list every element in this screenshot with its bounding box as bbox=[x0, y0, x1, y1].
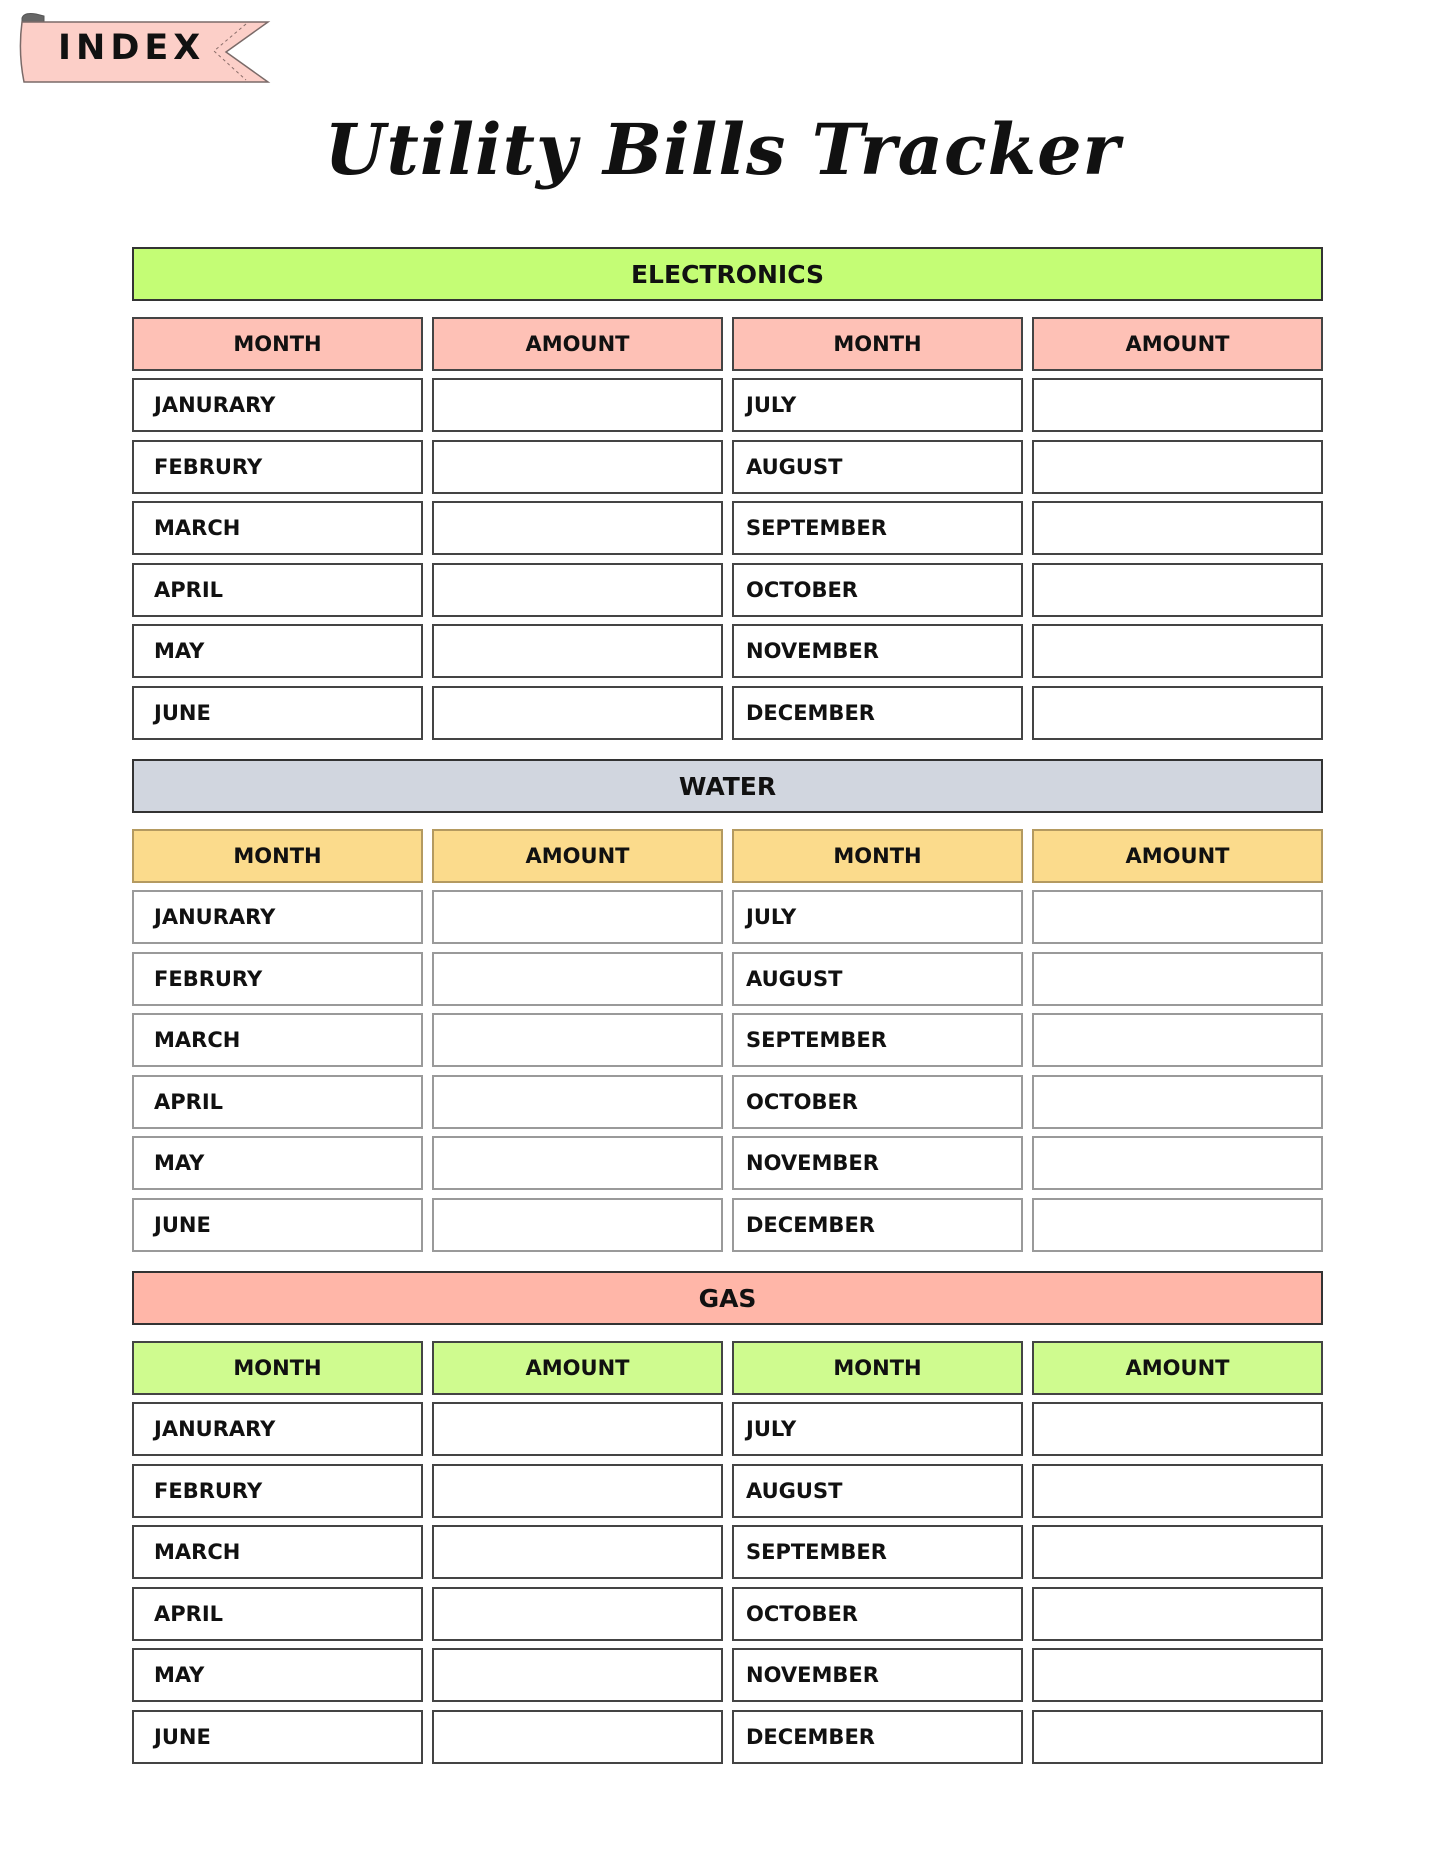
month-label: OCTOBER bbox=[732, 1075, 1023, 1129]
amount-input[interactable] bbox=[432, 1402, 723, 1456]
amount-input[interactable] bbox=[1032, 1587, 1323, 1641]
column-header-amount: AMOUNT bbox=[432, 829, 723, 883]
amount-input[interactable] bbox=[432, 1648, 723, 1702]
month-label: NOVEMBER bbox=[732, 1136, 1023, 1190]
month-label: MARCH bbox=[132, 1013, 423, 1067]
page-title: Utility Bills Tracker bbox=[324, 108, 1121, 191]
amount-input[interactable] bbox=[1032, 1525, 1323, 1579]
month-label: JUNE bbox=[132, 1710, 423, 1764]
month-label: SEPTEMBER bbox=[732, 501, 1023, 555]
month-label: MAY bbox=[132, 1136, 423, 1190]
month-label: MARCH bbox=[132, 501, 423, 555]
amount-input[interactable] bbox=[1032, 1136, 1323, 1190]
category-title-bar: ELECTRONICS bbox=[132, 247, 1323, 301]
column-header-month: MONTH bbox=[732, 1341, 1023, 1395]
category-title-bar: GAS bbox=[132, 1271, 1323, 1325]
amount-input[interactable] bbox=[1032, 1402, 1323, 1456]
month-label: APRIL bbox=[132, 563, 423, 617]
month-label: OCTOBER bbox=[732, 563, 1023, 617]
amount-input[interactable] bbox=[432, 686, 723, 740]
amount-input[interactable] bbox=[1032, 440, 1323, 494]
month-label: SEPTEMBER bbox=[732, 1525, 1023, 1579]
amount-input[interactable] bbox=[1032, 1013, 1323, 1067]
month-label: DECEMBER bbox=[732, 686, 1023, 740]
amount-input[interactable] bbox=[1032, 563, 1323, 617]
month-label: APRIL bbox=[132, 1587, 423, 1641]
month-label: AUGUST bbox=[732, 440, 1023, 494]
amount-input[interactable] bbox=[1032, 1075, 1323, 1129]
amount-input[interactable] bbox=[1032, 1710, 1323, 1764]
index-tab-label: INDEX bbox=[58, 28, 206, 68]
amount-input[interactable] bbox=[432, 440, 723, 494]
amount-input[interactable] bbox=[1032, 686, 1323, 740]
month-label: NOVEMBER bbox=[732, 1648, 1023, 1702]
month-label: OCTOBER bbox=[732, 1587, 1023, 1641]
amount-input[interactable] bbox=[1032, 890, 1323, 944]
month-label: JANURARY bbox=[132, 378, 423, 432]
amount-input[interactable] bbox=[432, 1464, 723, 1518]
amount-input[interactable] bbox=[1032, 624, 1323, 678]
column-header-amount: AMOUNT bbox=[432, 1341, 723, 1395]
amount-input[interactable] bbox=[432, 1136, 723, 1190]
amount-input[interactable] bbox=[432, 1525, 723, 1579]
month-label: JUNE bbox=[132, 686, 423, 740]
column-header-month: MONTH bbox=[732, 829, 1023, 883]
month-label: MARCH bbox=[132, 1525, 423, 1579]
column-header-amount: AMOUNT bbox=[1032, 1341, 1323, 1395]
column-header-month: MONTH bbox=[732, 317, 1023, 371]
month-label: MAY bbox=[132, 1648, 423, 1702]
amount-input[interactable] bbox=[432, 378, 723, 432]
month-label: FEBRURY bbox=[132, 1464, 423, 1518]
month-label: AUGUST bbox=[732, 952, 1023, 1006]
month-label: DECEMBER bbox=[732, 1198, 1023, 1252]
month-label: FEBRURY bbox=[132, 952, 423, 1006]
amount-input[interactable] bbox=[1032, 501, 1323, 555]
month-label: JULY bbox=[732, 890, 1023, 944]
column-header-month: MONTH bbox=[132, 317, 423, 371]
month-label: JANURARY bbox=[132, 1402, 423, 1456]
amount-input[interactable] bbox=[432, 1075, 723, 1129]
amount-input[interactable] bbox=[1032, 1648, 1323, 1702]
amount-input[interactable] bbox=[432, 952, 723, 1006]
month-label: MAY bbox=[132, 624, 423, 678]
amount-input[interactable] bbox=[432, 624, 723, 678]
amount-input[interactable] bbox=[1032, 1464, 1323, 1518]
category-title-bar: WATER bbox=[132, 759, 1323, 813]
month-label: APRIL bbox=[132, 1075, 423, 1129]
amount-input[interactable] bbox=[1032, 1198, 1323, 1252]
month-label: NOVEMBER bbox=[732, 624, 1023, 678]
amount-input[interactable] bbox=[432, 1710, 723, 1764]
amount-input[interactable] bbox=[432, 1587, 723, 1641]
month-label: AUGUST bbox=[732, 1464, 1023, 1518]
amount-input[interactable] bbox=[432, 563, 723, 617]
month-label: JANURARY bbox=[132, 890, 423, 944]
column-header-month: MONTH bbox=[132, 1341, 423, 1395]
month-label: DECEMBER bbox=[732, 1710, 1023, 1764]
column-header-amount: AMOUNT bbox=[1032, 829, 1323, 883]
amount-input[interactable] bbox=[432, 1013, 723, 1067]
amount-input[interactable] bbox=[432, 1198, 723, 1252]
column-header-amount: AMOUNT bbox=[1032, 317, 1323, 371]
amount-input[interactable] bbox=[432, 501, 723, 555]
column-header-amount: AMOUNT bbox=[432, 317, 723, 371]
month-label: JULY bbox=[732, 1402, 1023, 1456]
amount-input[interactable] bbox=[1032, 378, 1323, 432]
amount-input[interactable] bbox=[432, 890, 723, 944]
column-header-month: MONTH bbox=[132, 829, 423, 883]
amount-input[interactable] bbox=[1032, 952, 1323, 1006]
month-label: JULY bbox=[732, 378, 1023, 432]
month-label: SEPTEMBER bbox=[732, 1013, 1023, 1067]
index-tab-button[interactable] bbox=[14, 10, 276, 90]
month-label: JUNE bbox=[132, 1198, 423, 1252]
month-label: FEBRURY bbox=[132, 440, 423, 494]
